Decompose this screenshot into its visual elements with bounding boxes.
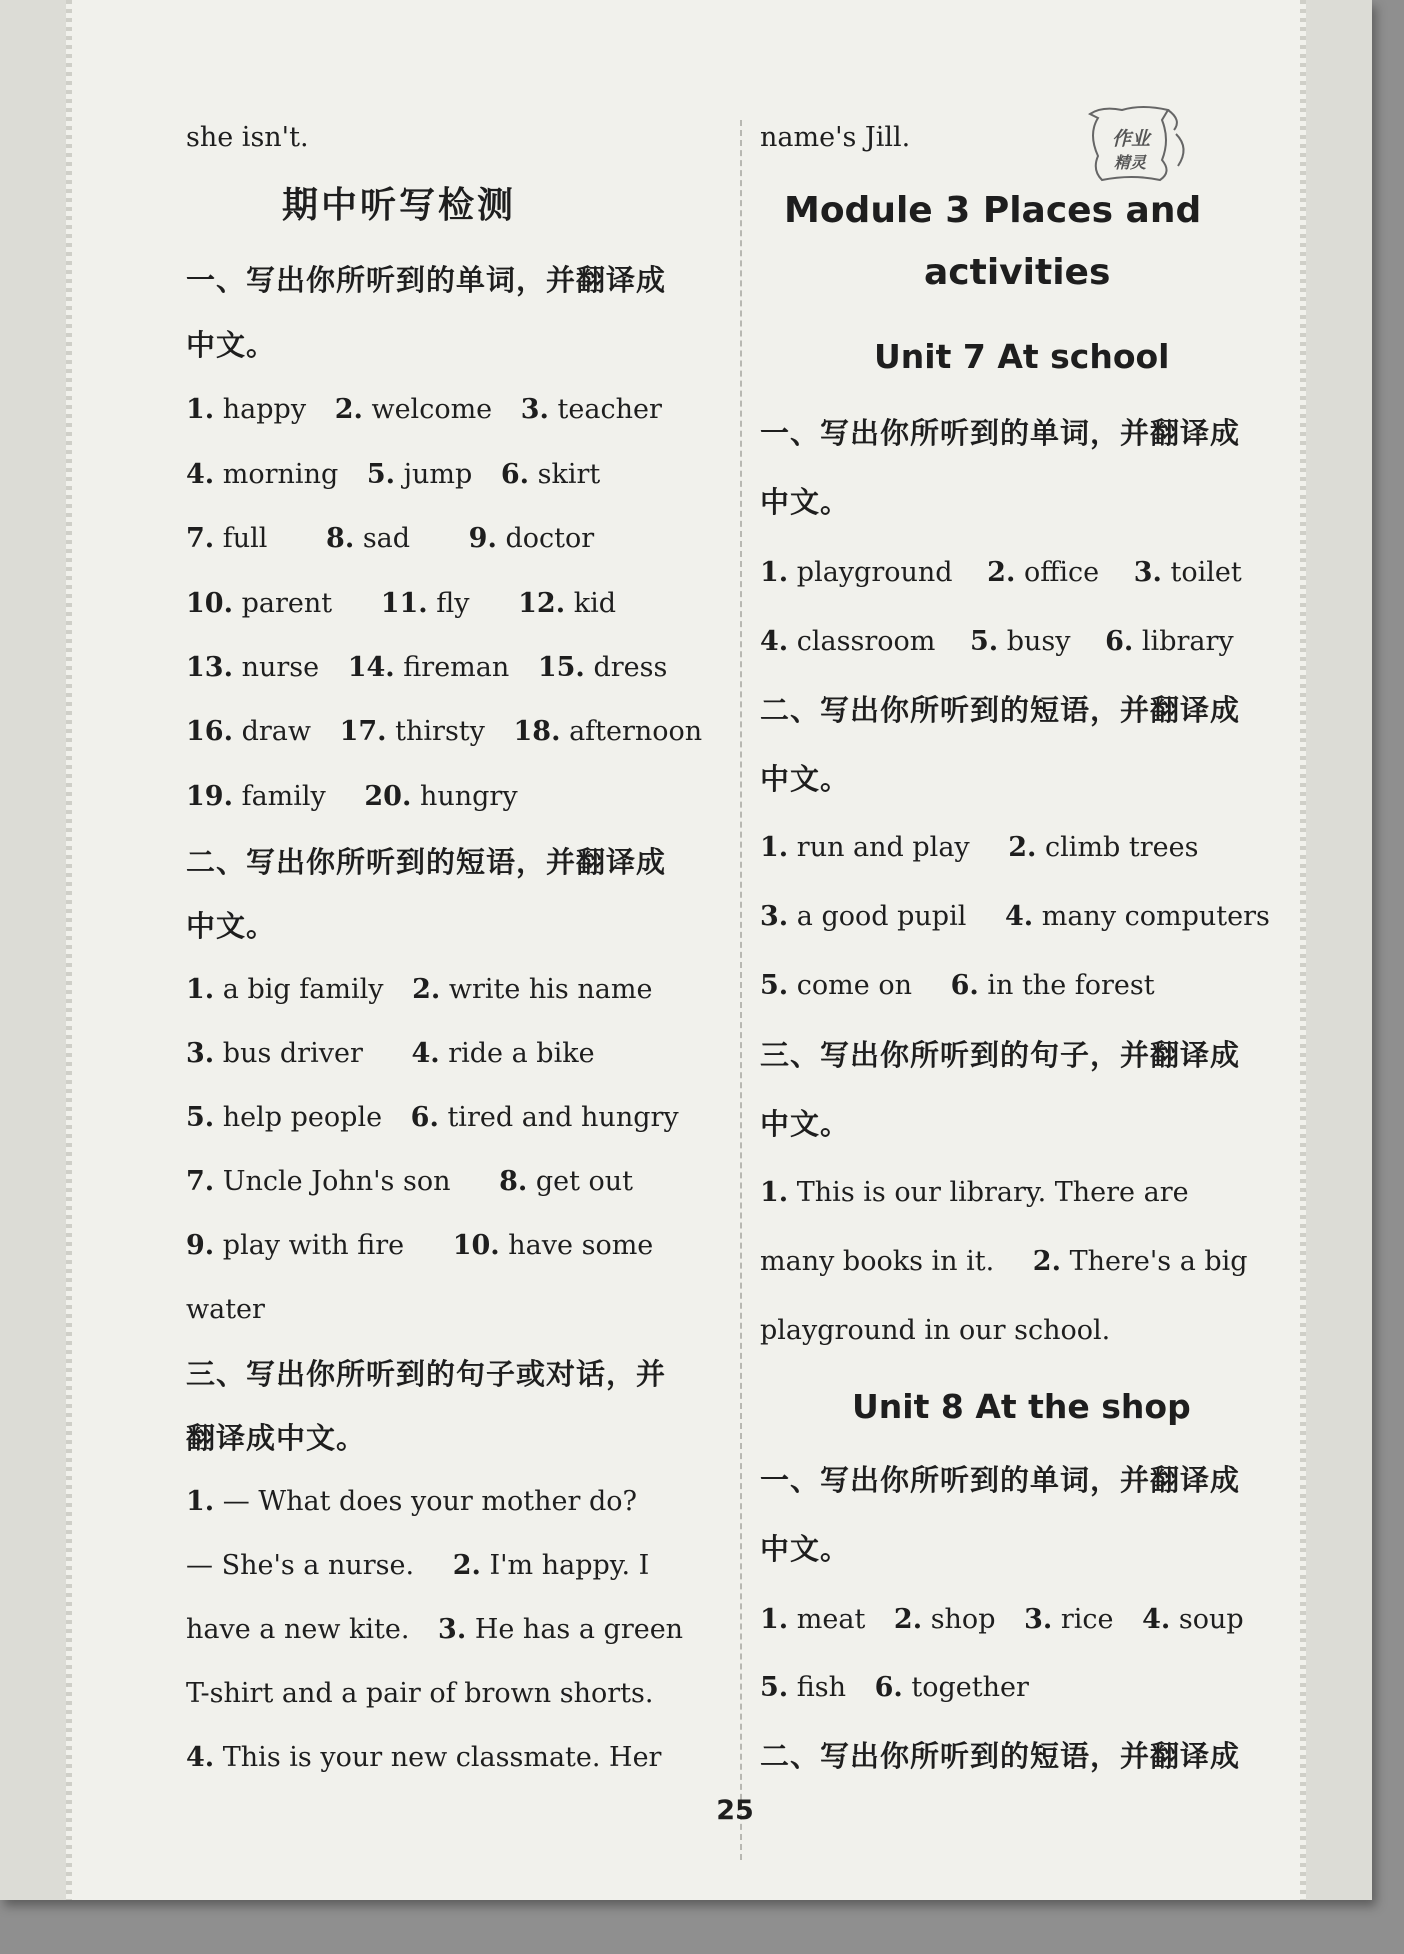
item-number: 1. (760, 1177, 789, 1208)
word-row (760, 622, 1234, 662)
word: kid (573, 588, 616, 619)
sentence-line (186, 1482, 637, 1522)
item-number: 6. (410, 1102, 439, 1133)
section-heading-cont: 中文。 (760, 1107, 851, 1141)
section-heading: 二、写出你所听到的短语，并翻译成 (760, 693, 1241, 727)
item-number: 7. (186, 1166, 215, 1197)
item-number: 16. (186, 716, 233, 747)
section-heading: 一、写出你所听到的单词，并翻译成 (186, 263, 667, 297)
word: skirt (537, 459, 601, 490)
unit-heading: Unit 7 At school (874, 337, 1170, 376)
item-number: 3. (186, 1038, 215, 1069)
word: thirsty (395, 716, 485, 747)
word: jump (403, 459, 473, 490)
word: nurse (241, 652, 320, 683)
column-divider (740, 120, 742, 1860)
sentence: I'm happy. I (489, 1550, 650, 1581)
zuoye-jingling-logo (1082, 100, 1192, 186)
item-number: 2. (412, 974, 441, 1005)
item-number: 1. (760, 832, 789, 863)
right-tear-edge (1300, 0, 1306, 1900)
item-number: 8. (499, 1166, 528, 1197)
word-row (186, 712, 702, 752)
sentence-line (186, 1738, 661, 1778)
word: family (241, 781, 326, 812)
section-heading-cont: 翻译成中文。 (186, 1421, 367, 1455)
sentence: There's a big (1069, 1246, 1248, 1277)
phrase: come on (796, 970, 912, 1001)
sentence-line (760, 1242, 1248, 1282)
phrase: Uncle John's son (222, 1166, 451, 1197)
word: full (222, 523, 268, 554)
word: welcome (371, 394, 493, 425)
phrase: bus driver (222, 1038, 363, 1069)
word: playground (796, 557, 953, 588)
word: dress (593, 652, 668, 683)
page-number: 25 (716, 1795, 754, 1826)
item-number: 4. (1142, 1604, 1171, 1635)
item-number: 9. (186, 1230, 215, 1261)
section-heading: 一、写出你所听到的单词，并翻译成 (760, 416, 1241, 450)
word: happy (222, 394, 307, 425)
word-row (186, 390, 662, 430)
phrase: climb trees (1045, 832, 1199, 863)
phrase-row (760, 897, 1270, 937)
word-row (760, 553, 1242, 593)
item-number: 6. (874, 1672, 903, 1703)
unit-heading: Unit 8 At the shop (852, 1387, 1191, 1426)
sentence: — She's a nurse. (186, 1550, 415, 1581)
word: rice (1060, 1604, 1114, 1635)
item-number: 4. (411, 1038, 440, 1069)
item-number: 2. (987, 557, 1016, 588)
word: fish (796, 1672, 847, 1703)
phrase: run and play (796, 832, 970, 863)
item-number: 3. (438, 1614, 467, 1645)
item-number: 5. (366, 459, 396, 490)
word: morning (222, 459, 339, 490)
item-number: 18. (513, 716, 561, 747)
word: draw (241, 716, 311, 747)
word-row (186, 584, 616, 624)
sentence-line (186, 1546, 649, 1586)
item-number: 3. (1024, 1604, 1053, 1635)
section-heading-cont: 中文。 (760, 1532, 851, 1566)
sentence: many books in it. (760, 1246, 995, 1277)
item-number: 11. (380, 588, 428, 619)
item-number: 5. (969, 626, 999, 657)
section-heading: 一、写出你所听到的单词，并翻译成 (760, 1463, 1241, 1497)
section-heading: 三、写出你所听到的句子或对话，并 (186, 1357, 667, 1391)
word: library (1141, 626, 1234, 657)
phrase-row (760, 966, 1155, 1006)
word: shop (930, 1604, 996, 1635)
phrase: many computers (1041, 901, 1270, 932)
word: doctor (505, 523, 595, 554)
sentence: He has a green (474, 1614, 684, 1645)
item-number: 5. (760, 1672, 789, 1703)
left-tear-edge (66, 0, 72, 1900)
phrase: have some (508, 1230, 654, 1261)
item-number: 1. (186, 1486, 215, 1517)
word: sad (362, 523, 411, 554)
item-number: 1. (186, 394, 215, 425)
phrase-row (186, 1098, 679, 1138)
section-heading: 二、写出你所听到的短语，并翻译成 (186, 845, 667, 879)
phrase-row (186, 1034, 595, 1074)
item-number: 6. (500, 459, 530, 490)
phrase-row (186, 1162, 633, 1202)
item-number: 1. (760, 1604, 789, 1635)
word-row (186, 519, 594, 559)
sentence: This is your new classmate. Her (222, 1742, 662, 1773)
item-number: 3. (520, 394, 549, 425)
logo-text-line2: 精灵 (1114, 153, 1147, 172)
item-number: 4. (1004, 901, 1034, 932)
word-row (760, 1668, 1029, 1708)
module-title: Module 3 Places and (784, 190, 1202, 231)
item-number: 20. (364, 781, 412, 812)
word: fly (436, 588, 470, 619)
item-number: 10. (452, 1230, 500, 1261)
word-row (760, 1600, 1244, 1640)
word: parent (241, 588, 333, 619)
left-margin (0, 0, 66, 1900)
word: hungry (419, 781, 518, 812)
item-number: 8. (326, 523, 355, 554)
item-number: 6. (1105, 626, 1134, 657)
word-row (186, 777, 518, 817)
item-number: 2. (334, 394, 363, 425)
word: classroom (796, 626, 936, 657)
sentence-line (186, 1610, 683, 1650)
item-number: 4. (186, 459, 215, 490)
phrase: play with fire (222, 1230, 405, 1261)
item-number: 17. (339, 716, 387, 747)
item-number: 2. (452, 1550, 481, 1581)
item-number: 2. (893, 1604, 923, 1635)
word: toilet (1170, 557, 1242, 588)
item-number: 4. (760, 626, 789, 657)
section-heading-cont: 中文。 (760, 762, 851, 796)
item-number: 5. (760, 970, 789, 1001)
item-number: 12. (518, 588, 566, 619)
item-number: 5. (186, 1102, 215, 1133)
item-number: 2. (1032, 1246, 1061, 1277)
word-row (186, 648, 667, 688)
word-row (186, 455, 600, 495)
page-title: 期中听写检测 (282, 185, 517, 226)
item-number: 3. (1133, 557, 1162, 588)
phrase-row (186, 1226, 653, 1266)
phrase-row (760, 828, 1198, 868)
word: teacher (557, 394, 662, 425)
word: together (911, 1672, 1029, 1703)
sentence: — What does your mother do? (222, 1486, 637, 1517)
item-number: 1. (186, 974, 215, 1005)
sentence-line (760, 1173, 1189, 1213)
phrase-continued: water (186, 1294, 265, 1325)
section-heading-cont: 中文。 (760, 485, 851, 519)
item-number: 14. (347, 652, 395, 683)
phrase: a good pupil (796, 901, 967, 932)
word: office (1023, 557, 1100, 588)
item-number: 13. (186, 652, 233, 683)
word: busy (1006, 626, 1071, 657)
sentence: have a new kite. (186, 1614, 410, 1645)
continued-text: she isn't. (186, 122, 309, 153)
item-number: 1. (760, 557, 789, 588)
sentence: This is our library. There are (796, 1177, 1189, 1208)
item-number: 10. (186, 588, 233, 619)
phrase-row (186, 970, 652, 1010)
item-number: 4. (186, 1742, 215, 1773)
item-number: 15. (537, 652, 585, 683)
phrase: in the forest (987, 970, 1155, 1001)
phrase: help people (222, 1102, 383, 1133)
module-title-cont: activities (924, 252, 1111, 293)
item-number: 3. (760, 901, 789, 932)
phrase: get out (535, 1166, 634, 1197)
section-heading-cont: 中文。 (186, 328, 277, 362)
word: fireman (403, 652, 510, 683)
phrase: a big family (222, 974, 384, 1005)
sentence-line: playground in our school. (760, 1315, 1111, 1346)
item-number: 2. (1008, 832, 1037, 863)
item-number: 19. (186, 781, 233, 812)
word: meat (796, 1604, 866, 1635)
phrase: write his name (448, 974, 653, 1005)
sentence-line: T-shirt and a pair of brown shorts. (186, 1678, 654, 1709)
logo-text-line1: 作业 (1112, 128, 1151, 150)
phrase: tired and hungry (447, 1102, 679, 1133)
section-heading-cont: 中文。 (186, 909, 277, 943)
section-heading: 三、写出你所听到的句子，并翻译成 (760, 1038, 1241, 1072)
item-number: 9. (468, 523, 497, 554)
phrase: ride a bike (448, 1038, 595, 1069)
word: afternoon (569, 716, 703, 747)
item-number: 6. (950, 970, 979, 1001)
section-heading: 二、写出你所听到的短语，并翻译成 (760, 1739, 1241, 1773)
right-margin (1306, 0, 1372, 1900)
word: soup (1178, 1604, 1244, 1635)
continued-text: name's Jill. (760, 122, 911, 153)
item-number: 7. (186, 523, 215, 554)
